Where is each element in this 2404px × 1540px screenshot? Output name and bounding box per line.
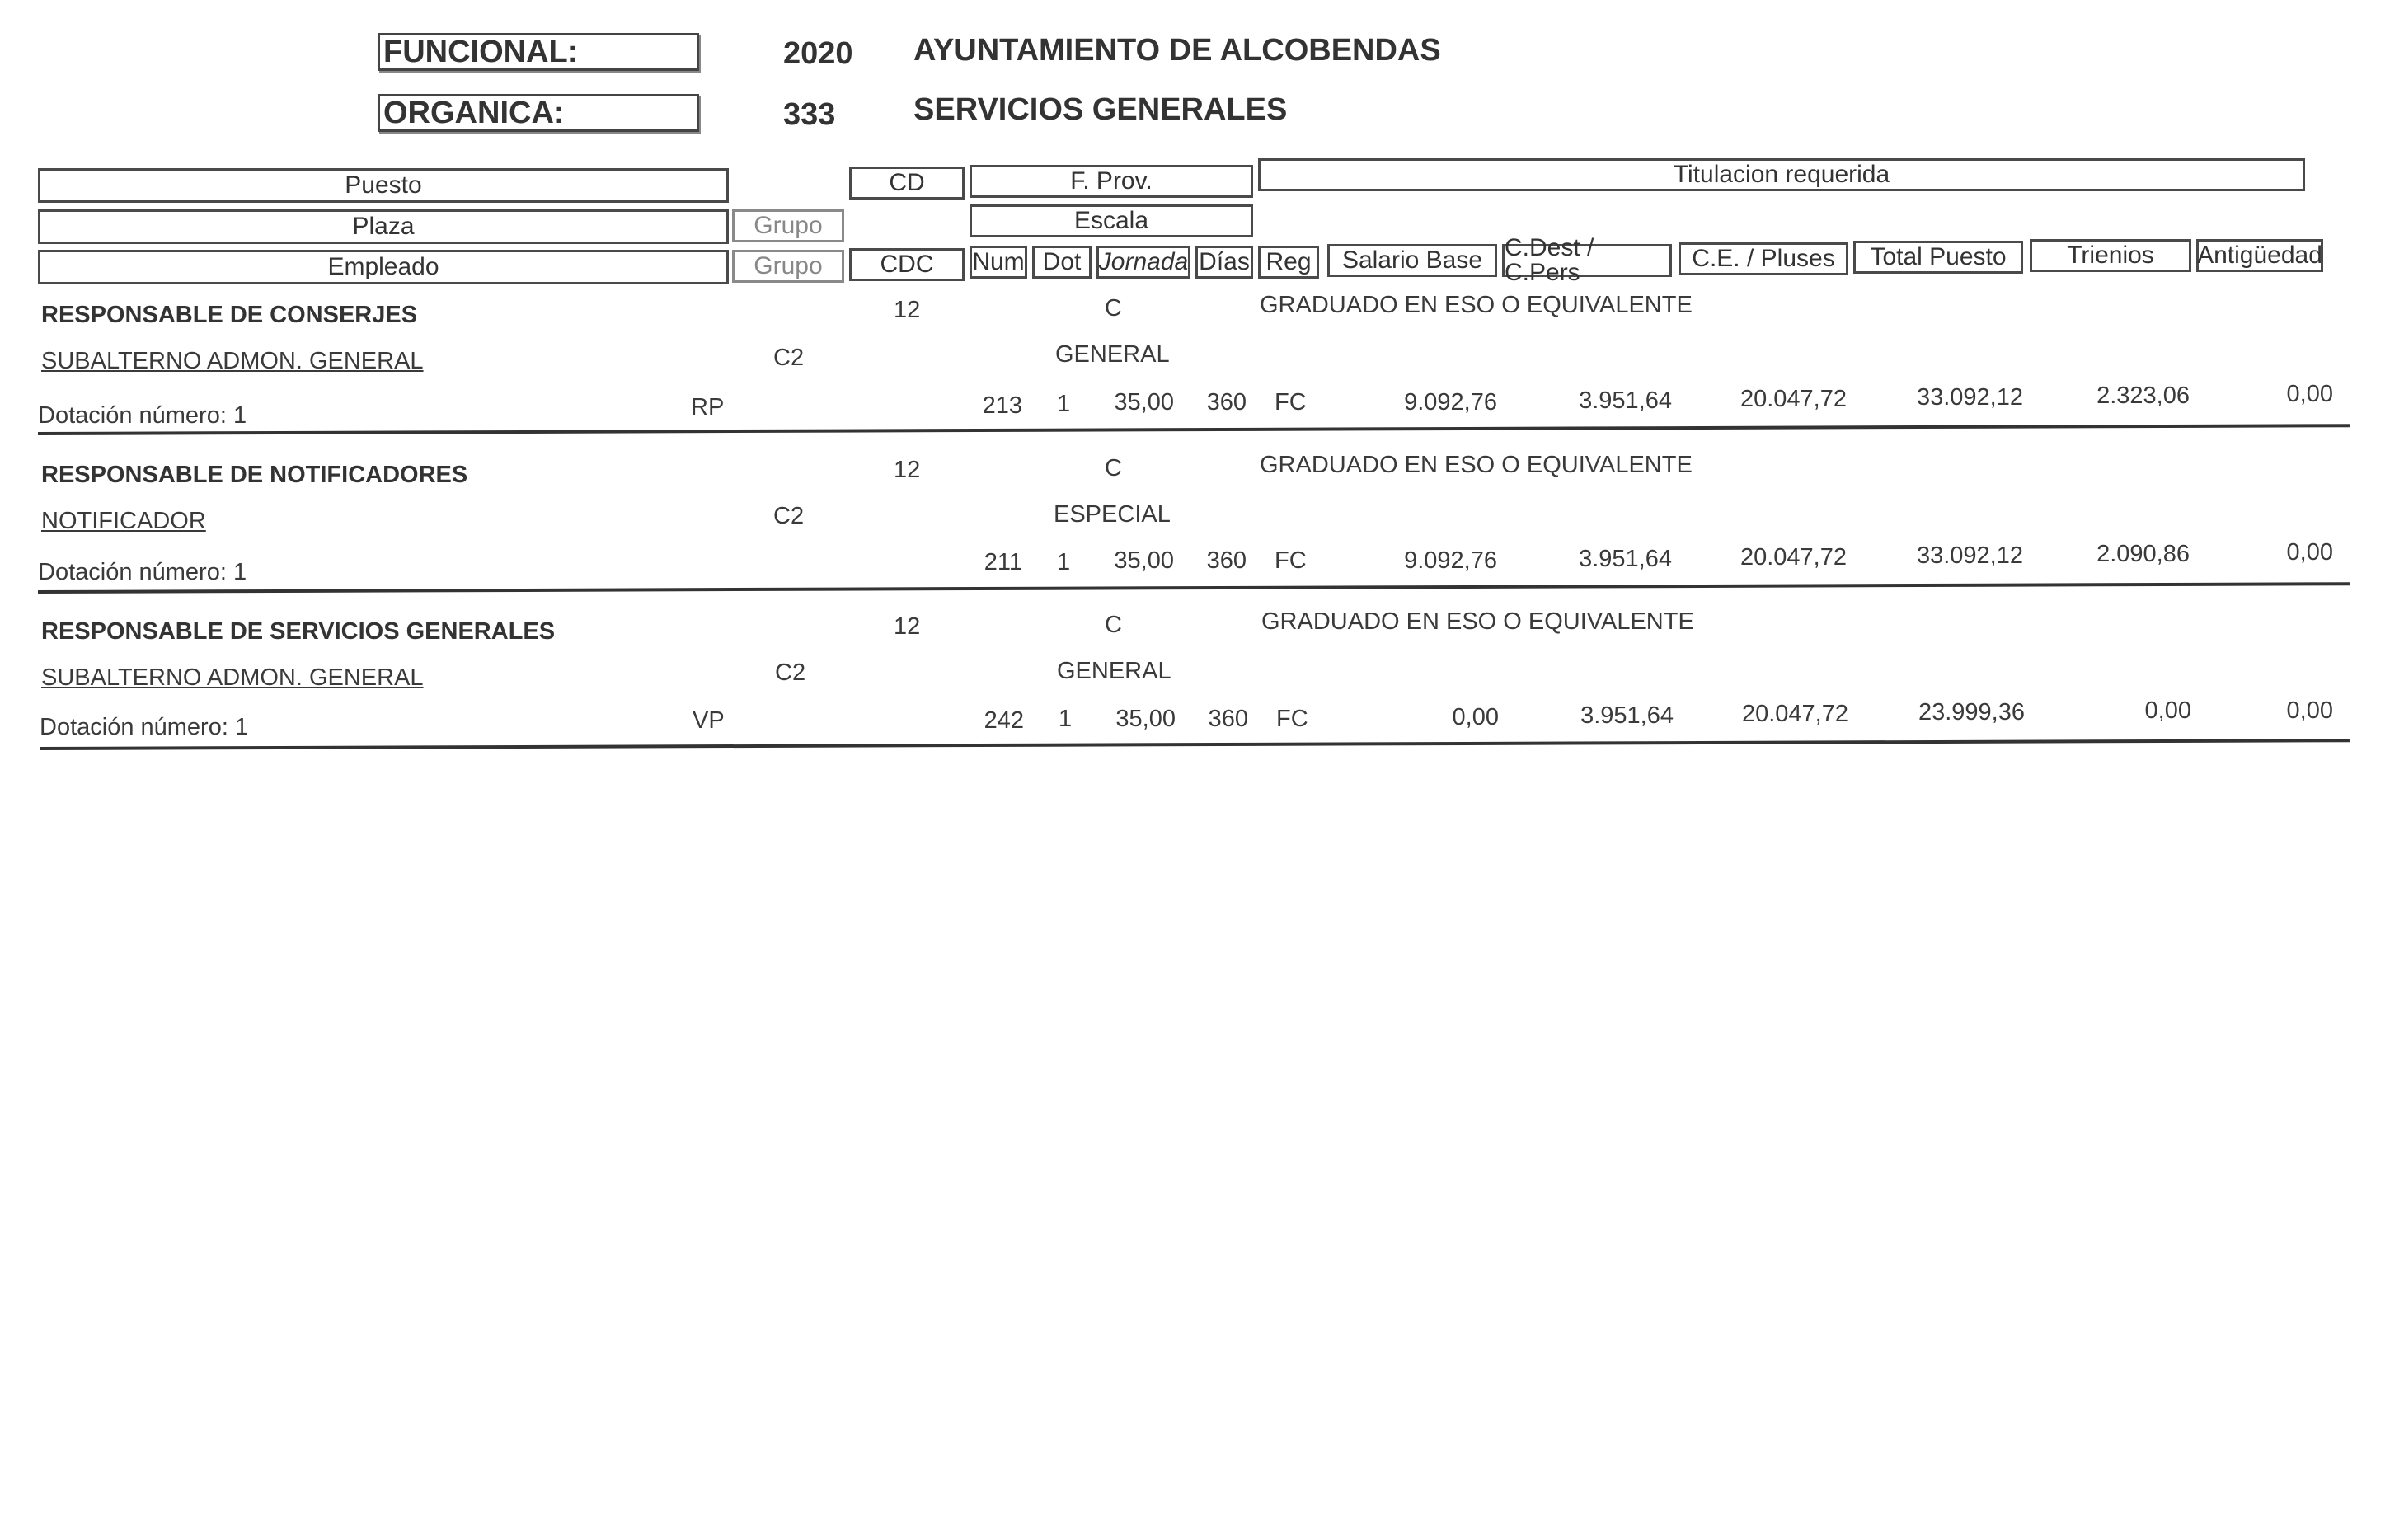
record-total: 33.092,12 [1916, 384, 2023, 411]
record-salario-base: 9.092,76 [1404, 389, 1497, 416]
record-grupo: C2 [773, 345, 805, 371]
record-dias: 360 [1208, 706, 1248, 732]
record-separator [38, 582, 2350, 594]
record-ce: 20.047,72 [1741, 701, 1848, 727]
record-salario-base: 9.092,76 [1404, 547, 1497, 574]
col-reg: Reg [1258, 246, 1319, 279]
funcional-code: 2020 [783, 36, 853, 71]
col-trienios: Trienios [2030, 239, 2191, 272]
col-cdest: C.Dest / C.Pers [1502, 244, 1672, 277]
record-num: 242 [984, 707, 1024, 734]
record-dotacion: Dotación número: 1 [40, 714, 249, 740]
record-trienios: 0,00 [2144, 697, 2191, 724]
record-grupo: C2 [775, 660, 806, 686]
record-antiguedad: 0,00 [2286, 697, 2333, 724]
col-plaza: Plaza [38, 209, 729, 244]
record-dot: 1 [1057, 391, 1071, 417]
record-cd: 12 [894, 457, 921, 483]
col-total: Total Puesto [1853, 241, 2023, 274]
col-num: Num [970, 246, 1027, 279]
record-escala: GENERAL [1057, 658, 1171, 684]
record-total: 23.999,36 [1918, 699, 2025, 725]
record-reg: FC [1275, 389, 1307, 416]
record-dot: 1 [1057, 549, 1071, 575]
col-jornada: Jornada [1096, 246, 1190, 279]
record-fprov: C [1105, 295, 1122, 322]
record-trienios: 2.323,06 [2096, 383, 2190, 409]
record-titulacion: GRADUADO EN ESO O EQUIVALENTE [1261, 608, 1694, 635]
record-plaza: NOTIFICADOR [41, 508, 206, 534]
record-dot: 1 [1059, 706, 1073, 732]
record-plaza: SUBALTERNO ADMON. GENERAL [41, 664, 424, 691]
record-num: 213 [982, 392, 1022, 419]
col-puesto: Puesto [38, 168, 729, 203]
record-cd: 12 [894, 297, 921, 323]
record-puesto: RESPONSABLE DE SERVICIOS GENERALES [41, 618, 556, 645]
record-reg: FC [1275, 547, 1307, 574]
record-dotacion: Dotación número: 1 [38, 559, 247, 585]
record-cd: 12 [894, 613, 921, 640]
record-cdest: 3.951,64 [1580, 702, 1674, 729]
record-dias: 360 [1206, 389, 1247, 416]
col-salario-base: Salario Base [1327, 244, 1497, 277]
col-titulacion: Titulacion requerida [1258, 158, 2305, 191]
record-puesto: RESPONSABLE DE CONSERJES [41, 302, 418, 328]
record-total: 33.092,12 [1916, 542, 2023, 569]
record-trienios: 2.090,86 [2096, 541, 2190, 567]
funcional-label: FUNCIONAL: [378, 33, 699, 71]
record-plaza: SUBALTERNO ADMON. GENERAL [41, 348, 424, 374]
record-titulacion: GRADUADO EN ESO O EQUIVALENTE [1260, 452, 1693, 478]
record-num: 211 [984, 549, 1022, 575]
record-cdest: 3.951,64 [1579, 546, 1672, 572]
record-dias: 360 [1206, 547, 1247, 574]
record-dotacion: Dotación número: 1 [38, 402, 247, 429]
record-separator [40, 739, 2350, 750]
record-jornada: 35,00 [1114, 547, 1174, 574]
record-escala: GENERAL [1055, 341, 1170, 368]
col-escala: Escala [970, 204, 1253, 237]
record-jornada: 35,00 [1115, 706, 1176, 732]
record-antiguedad: 0,00 [2286, 539, 2333, 566]
record-titulacion: GRADUADO EN ESO O EQUIVALENTE [1260, 292, 1693, 318]
col-dot: Dot [1032, 246, 1092, 279]
record-cdest: 3.951,64 [1579, 387, 1672, 414]
col-cd: CD [849, 167, 965, 200]
col-empleado: Empleado [38, 250, 729, 284]
record-antiguedad: 0,00 [2286, 381, 2333, 407]
record-escala: ESPECIAL [1054, 501, 1171, 528]
record-fprov: C [1105, 455, 1122, 481]
record-reg: FC [1276, 706, 1308, 732]
record-ce: 20.047,72 [1740, 544, 1847, 570]
record-tipo: RP [691, 394, 725, 420]
record-jornada: 35,00 [1114, 389, 1174, 416]
col-ce: C.E. / Pluses [1679, 242, 1848, 275]
organica-name: SERVICIOS GENERALES [913, 92, 1288, 127]
col-cdc: CDC [849, 248, 965, 281]
organica-code: 333 [783, 97, 836, 132]
record-grupo: C2 [773, 503, 805, 529]
col-dias: Días [1195, 246, 1253, 279]
col-grupo-plaza: Grupo [732, 209, 844, 242]
funcional-name: AYUNTAMIENTO DE ALCOBENDAS [913, 33, 1441, 68]
col-antiguedad: Antigüedad [2196, 239, 2323, 272]
organica-label: ORGANICA: [378, 94, 699, 132]
col-grupo-empleado: Grupo [732, 250, 844, 283]
record-separator [38, 424, 2350, 435]
col-fprov: F. Prov. [970, 165, 1253, 198]
record-puesto: RESPONSABLE DE NOTIFICADORES [41, 462, 468, 488]
record-salario-base: 0,00 [1452, 704, 1499, 730]
record-ce: 20.047,72 [1740, 386, 1847, 412]
record-tipo: VP [693, 707, 725, 734]
record-fprov: C [1105, 612, 1122, 638]
